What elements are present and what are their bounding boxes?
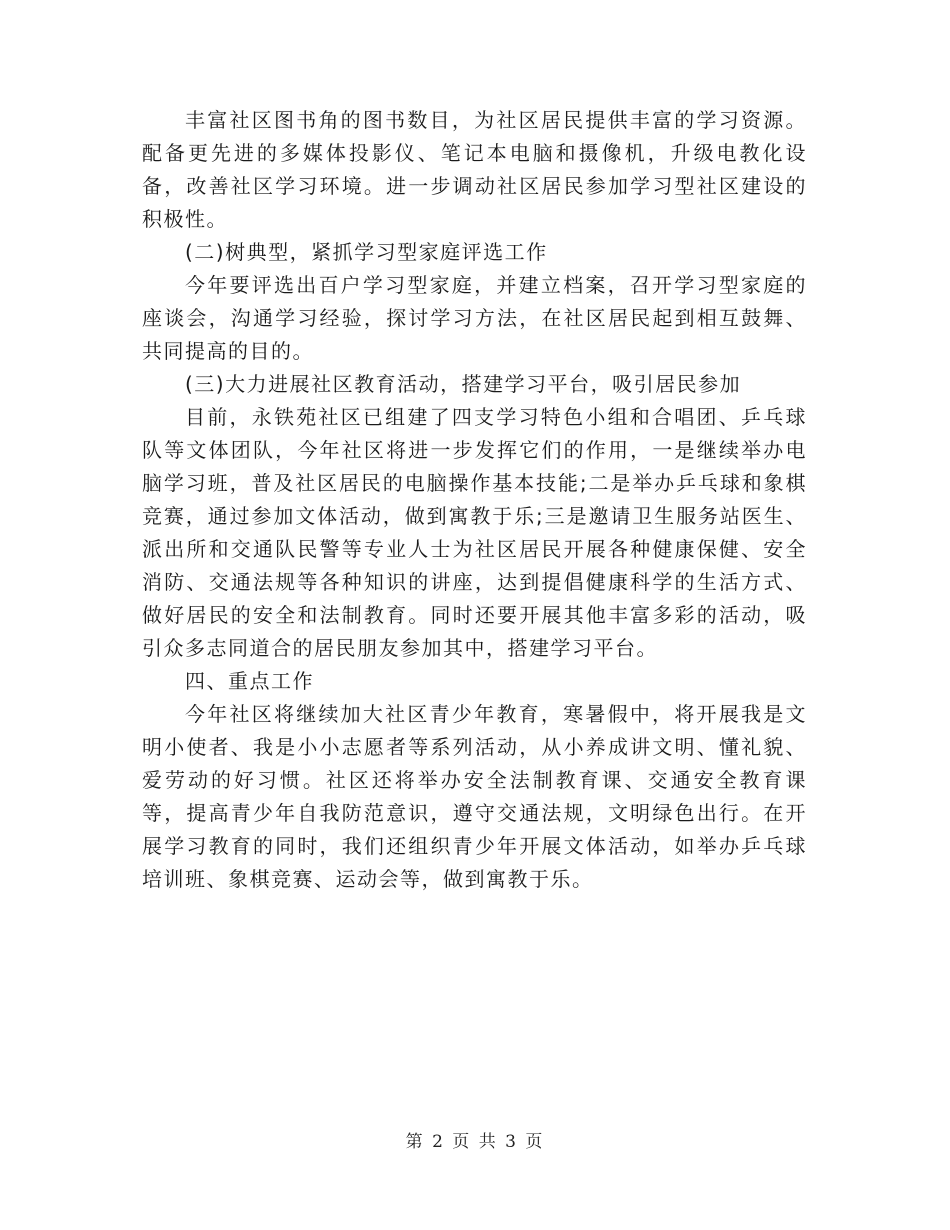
page-number-footer: 第 2 页 共 3 页 [405, 1132, 545, 1152]
paragraph-resources: 丰富社区图书角的图书数目，为社区居民提供丰富的学习资源。配备更先进的多媒体投影仪、笔记本电脑和摄像机，升级电教化设备，改善社区学习环境。进一步调动社区居民参加学习型社区建设的积极性。 [142, 108, 807, 231]
paragraph-family-selection: 今年要评选出百户学习型家庭，并建立档案，召开学习型家庭的座谈会，沟通学习经验，探讨学习方法，在社区居民起到相互鼓舞、共同提高的目的。 [142, 273, 807, 363]
section-heading-model-family: (二)树典型，紧抓学习型家庭评选工作 [185, 240, 548, 264]
document-body [142, 104, 807, 896]
paragraph-youth-education: 今年社区将继续加大社区青少年教育，寒暑假中，将开展我是文明小使者、我是小小志愿者等系列活动，从小养成讲文明、懂礼貌、爱劳动的好习惯。社区还将举办安全法制教育课、交通安全教育课等，提高青少年自我防范意识，遵守交通法规，文明绿色出行。在开展学习教育的同时，我们还组织青少年开展文体活动，如举办乒乓球培训班、象棋竞赛、运动会等，做到寓教于乐。 [142, 702, 807, 891]
section-heading-key-work: 四、重点工作 [185, 669, 314, 693]
section-heading-education-activities: (三)大力进展社区教育活动，搭建学习平台，吸引居民参加 [185, 372, 742, 396]
paragraph-activities: 目前，永铁苑社区已组建了四支学习特色小组和合唱团、乒乓球队等文体团队，今年社区将进一步发挥它们的作用，一是继续举办电脑学习班，普及社区居民的电脑操作基本技能;二是举办乒乓球和象棋竞赛，通过参加文体活动，做到寓教于乐;三是邀请卫生服务站医生、派出所和交通队民警等专业人士为社区居民开展各种健康保健、安全消防、交通法规等各种知识的讲座，达到提倡健康科学的生活方式、做好居民的安全和法制教育。同时还要开展其他丰富多彩的活动，吸引众多志同道合的居民朋友参加其中，搭建学习平台。 [142, 405, 807, 660]
